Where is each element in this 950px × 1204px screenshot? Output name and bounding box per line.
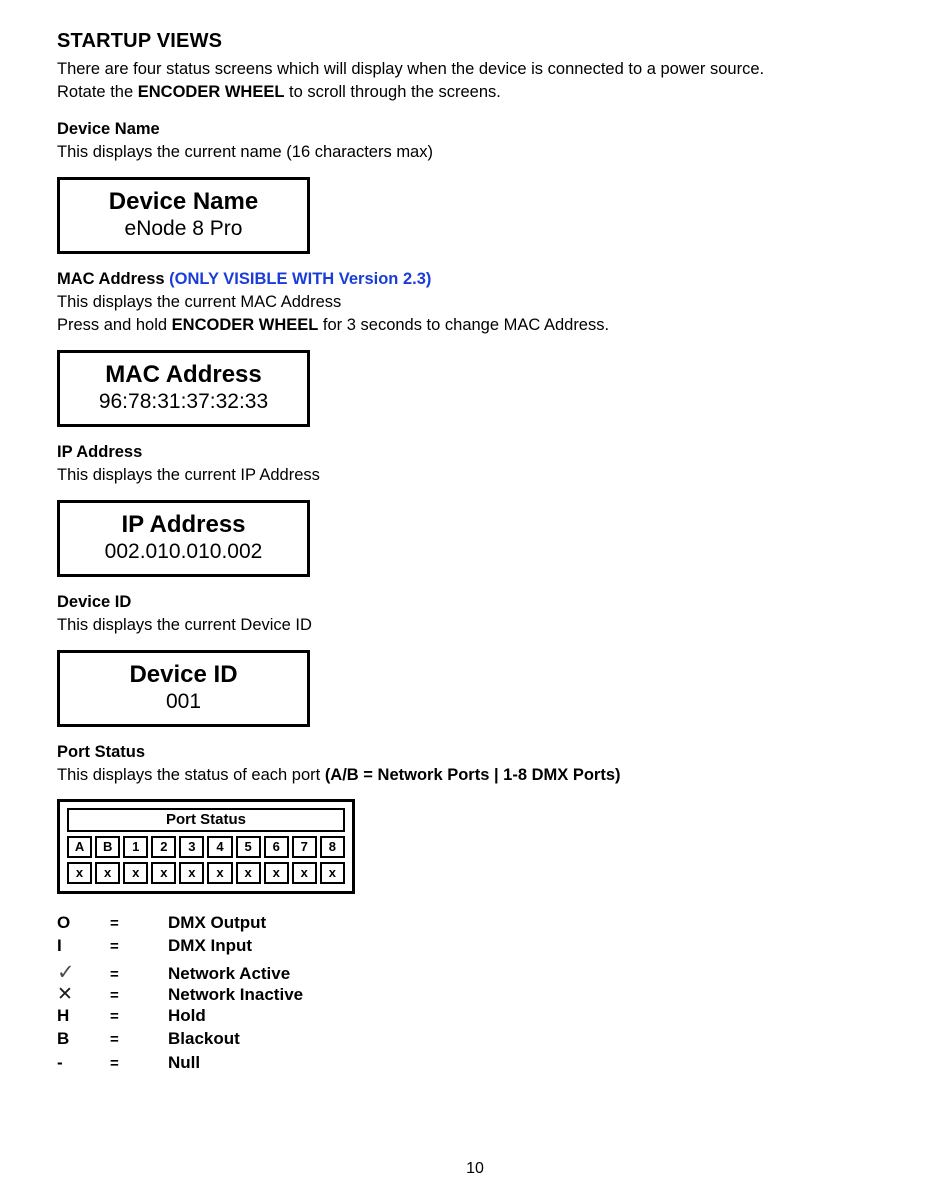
section-desc-mac-address: This displays the current MAC Address [57, 293, 342, 311]
intro-line2-pre: Rotate the [57, 83, 138, 101]
section-desc2-mac-address [57, 314, 895, 337]
port-value-a: x [67, 862, 92, 884]
section-heading-port-status: Port Status [57, 743, 146, 761]
port-column-3: 3 [179, 836, 204, 858]
lcd-title: Device ID [129, 661, 238, 688]
legend-row-network-active [57, 960, 895, 983]
port-value-b: x [95, 862, 120, 884]
port-column-6: 6 [264, 836, 289, 858]
legend-row-null [57, 1053, 895, 1076]
port-value-1: x [123, 862, 148, 884]
legend-symbol: O [57, 913, 71, 932]
checkmark-icon: ✓ [57, 960, 75, 984]
intro-line1: There are four status screens which will display when the device is connected to a power source. [57, 60, 765, 78]
section-heading-device-name: Device Name [57, 120, 160, 138]
port-column-4: 4 [207, 836, 232, 858]
port-status-column-row [67, 836, 345, 858]
equals-sign: = [110, 1031, 119, 1049]
equals-sign: = [110, 986, 119, 1004]
port-column-2: 2 [151, 836, 176, 858]
equals-sign: = [110, 965, 119, 983]
section-desc-ip-address: This displays the current IP Address [57, 466, 320, 484]
legend-row-hold [57, 1006, 895, 1029]
port-desc-bold: (A/B = Network Ports | 1-8 DMX Ports) [324, 766, 621, 784]
port-desc-pre: This displays the status of each port [57, 766, 325, 784]
port-value-7: x [292, 862, 317, 884]
legend-label: DMX Input [168, 936, 253, 956]
legend-label: Network Active [168, 963, 291, 983]
mac-desc2-pre: Press and hold [57, 316, 172, 334]
legend-symbol: H [57, 1006, 70, 1026]
port-status-table-title: Port Status [67, 808, 345, 832]
lcd-title: Device Name [108, 188, 259, 215]
page-title: STARTUP VIEWS [57, 30, 223, 52]
equals-sign: = [110, 915, 119, 932]
lcd-title: MAC Address [105, 361, 262, 388]
page-number: 10 [466, 1160, 484, 1177]
port-column-a: A [67, 836, 92, 858]
lcd-value: 001 [165, 690, 202, 713]
mac-heading-version-note: (ONLY VISIBLE WITH Version 2.3) [169, 270, 432, 288]
port-column-8: 8 [320, 836, 345, 858]
lcd-value: eNode 8 Pro [124, 217, 243, 240]
legend-row-dmx-output [57, 913, 895, 936]
legend-row-dmx-input [57, 936, 895, 959]
lcd-title: IP Address [121, 511, 246, 538]
lcd-value: 96:78:31:37:32:33 [98, 390, 269, 413]
legend-label: Hold [168, 1006, 206, 1026]
port-value-6: x [264, 862, 289, 884]
section-heading-device-id: Device ID [57, 593, 132, 611]
legend-symbol: B [57, 1029, 70, 1049]
equals-sign: = [110, 1008, 119, 1026]
port-column-1: 1 [123, 836, 148, 858]
section-desc-device-id: This displays the current Device ID [57, 616, 312, 634]
lcd-screen-device-id [57, 650, 310, 727]
port-status-widget [57, 799, 355, 894]
section-desc-port-status [57, 764, 895, 787]
intro-line2-bold: ENCODER WHEEL [137, 83, 285, 101]
port-value-4: x [207, 862, 232, 884]
port-value-8: x [320, 862, 345, 884]
equals-sign: = [110, 1054, 119, 1072]
legend-label: Null [168, 1052, 201, 1072]
port-value-5: x [236, 862, 261, 884]
section-heading-ip-address: IP Address [57, 443, 143, 461]
cross-icon: ✕ [57, 983, 73, 1005]
mac-desc2-bold: ENCODER WHEEL [171, 316, 319, 334]
port-column-7: 7 [292, 836, 317, 858]
legend-label: DMX Output [168, 913, 267, 932]
port-column-5: 5 [236, 836, 261, 858]
port-status-legend [57, 913, 895, 1076]
port-status-value-row [67, 862, 345, 884]
intro-line2-post: to scroll through the screens. [284, 83, 501, 101]
legend-row-blackout [57, 1029, 895, 1052]
lcd-screen-device-name [57, 177, 310, 254]
intro-paragraph [57, 58, 895, 104]
legend-label: Blackout [168, 1029, 240, 1049]
legend-symbol: - [57, 1052, 63, 1072]
lcd-value: 002.010.010.002 [104, 540, 263, 563]
mac-desc2-post: for 3 seconds to change MAC Address. [318, 316, 610, 334]
legend-row-network-inactive [57, 983, 895, 1006]
equals-sign: = [110, 938, 119, 956]
section-heading-mac-address [57, 268, 895, 291]
lcd-screen-ip-address [57, 500, 310, 577]
lcd-screen-mac-address [57, 350, 310, 427]
port-value-2: x [151, 862, 176, 884]
port-column-b: B [95, 836, 120, 858]
legend-label: Network Inactive [168, 984, 304, 1004]
legend-symbol: I [57, 936, 62, 956]
mac-heading-text: MAC Address [57, 270, 170, 288]
port-value-3: x [179, 862, 204, 884]
section-desc-device-name: This displays the current name (16 characters max) [57, 143, 433, 161]
